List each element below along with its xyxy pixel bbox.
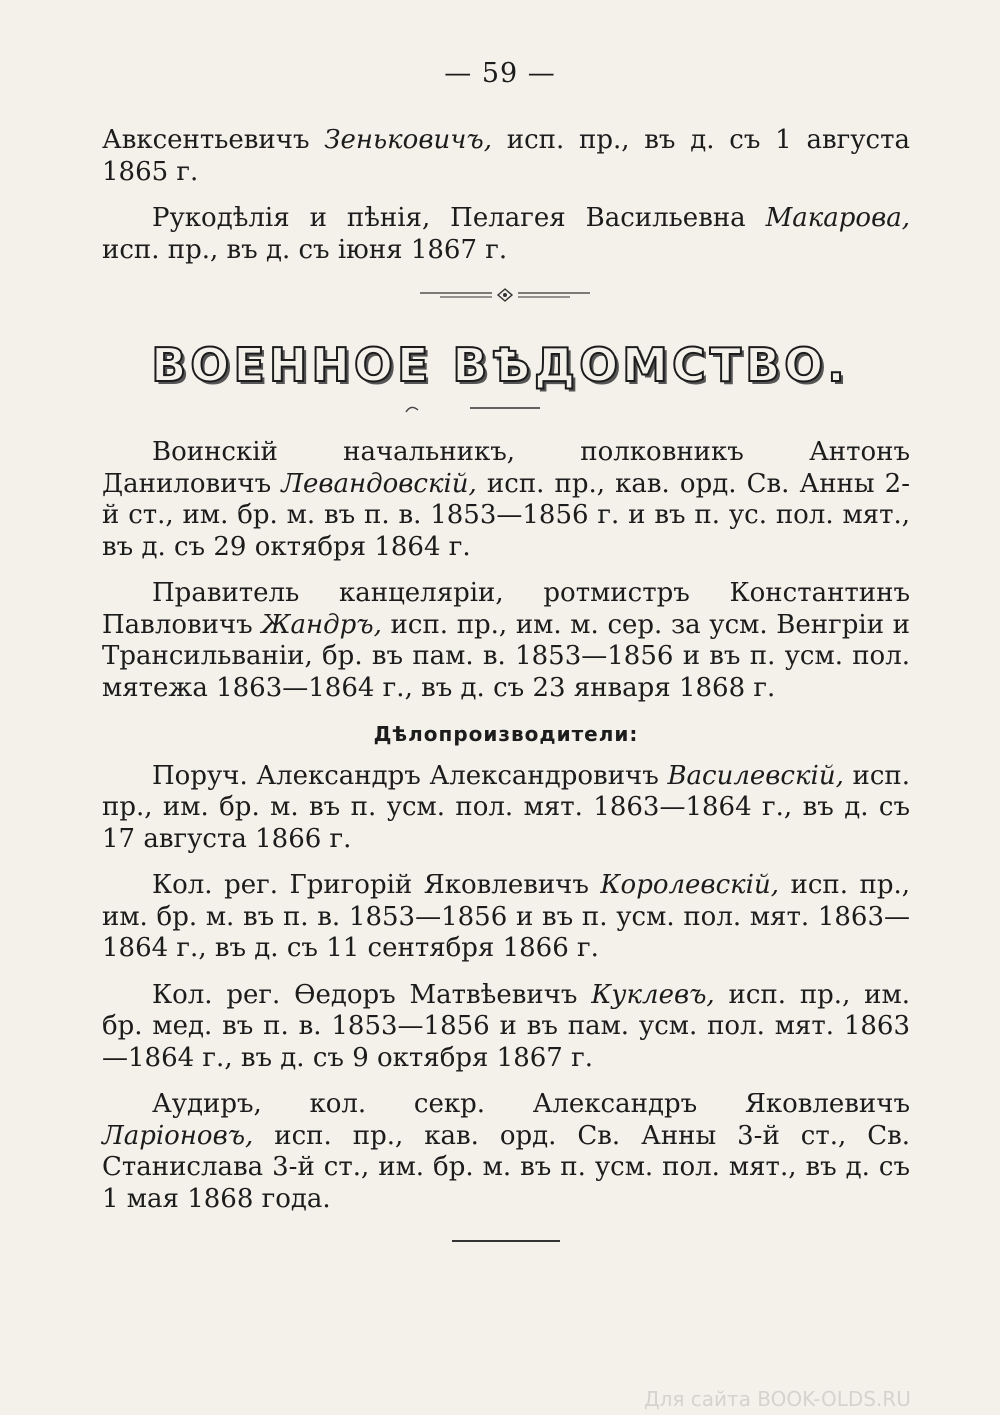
- top-section: [102, 125, 910, 281]
- watermark: Для сайта BOOK-OLDS.RU: [644, 1387, 911, 1411]
- paragraph: Авксентьевичъ Зеньковичъ, исп. пр., въ д. съ 1 августа 1865 г.: [102, 125, 910, 187]
- person-surname: Королевскій,: [600, 870, 779, 900]
- paragraph: Кол. рег. Григорій Яковлевичъ Королевскій, исп. пр., им. бр. м. въ п. в. 1853—1856 и въ п. усм. пол. мят. 1863—1864 г., въ д. съ 11 сентября 1866 г.: [102, 870, 910, 963]
- person-surname: Куклевъ,: [591, 979, 715, 1010]
- paragraph: Аудиръ, кол. секр. Александръ Яковлевичъ Ларіоновъ, исп. пр., кав. орд. Св. Анны 3-й ст., Св. Станислава 3-й ст., им. бр. м. въ п. усм. пол. мят., въ д. съ 1 мая 1868 года.: [102, 1089, 910, 1214]
- section-heading: ВОЕННОЕ ВѢДОМСТВО.: [151, 338, 849, 392]
- paragraph: Воинскій начальникъ, полковникъ Антонъ Даниловичъ Левандовскій, исп. пр., кав. орд. Св. Анны 2-й ст., им. бр. м. въ п. в. 1853—1856 г. и въ п. ус. пол. мят., въ д. съ 29 октября 1864 г.: [102, 437, 910, 562]
- heading-rule: [400, 398, 550, 420]
- person-surname: Левандовскій,: [281, 468, 477, 499]
- paragraph: Кол. рег. Ѳедоръ Матвѣевичъ Куклевъ, исп. пр., им. бр. мед. въ п. в. 1853—1856 и въ пам. усм. пол. мят. 1863—1864 г., въ д. съ 9 октября 1867 г.: [102, 979, 910, 1073]
- paragraph: Поруч. Александръ Александровичъ Василевскій, исп. пр., им. бр. м. въ п. усм. пол. мят. 1863—1864 г., въ д. съ 17 августа 1866 г.: [102, 760, 911, 854]
- person-surname: Жандръ,: [261, 609, 382, 640]
- ornament-divider: [420, 283, 590, 307]
- subheading: Дѣлопроизводители:: [373, 722, 639, 746]
- person-surname: Зеньковичъ,: [324, 125, 492, 155]
- person-surname: Василевскій,: [667, 760, 844, 791]
- end-rule: [452, 1240, 560, 1242]
- person-surname: Ларіоновъ,: [102, 1120, 254, 1151]
- paragraph: Рукодѣлія и пѣнія, Пелагея Васильевна Макарова, исп. пр., въ д. съ іюня 1867 г.: [102, 203, 910, 265]
- paragraph: Правитель канцеляріи, ротмистръ Константинъ Павловичъ Жандръ, исп. пр., им. м. сер. за усм. Венгріи и Трансильваніи, бр. въ пам. в. 1853—1856 и въ п. усм. пол. мятежа 1863—1864 г., въ д. съ 23 января 1868 г.: [102, 578, 911, 703]
- person-surname: Макарова,: [765, 203, 910, 233]
- main-section: [102, 437, 910, 1230]
- page-number: — 59 —: [444, 58, 556, 89]
